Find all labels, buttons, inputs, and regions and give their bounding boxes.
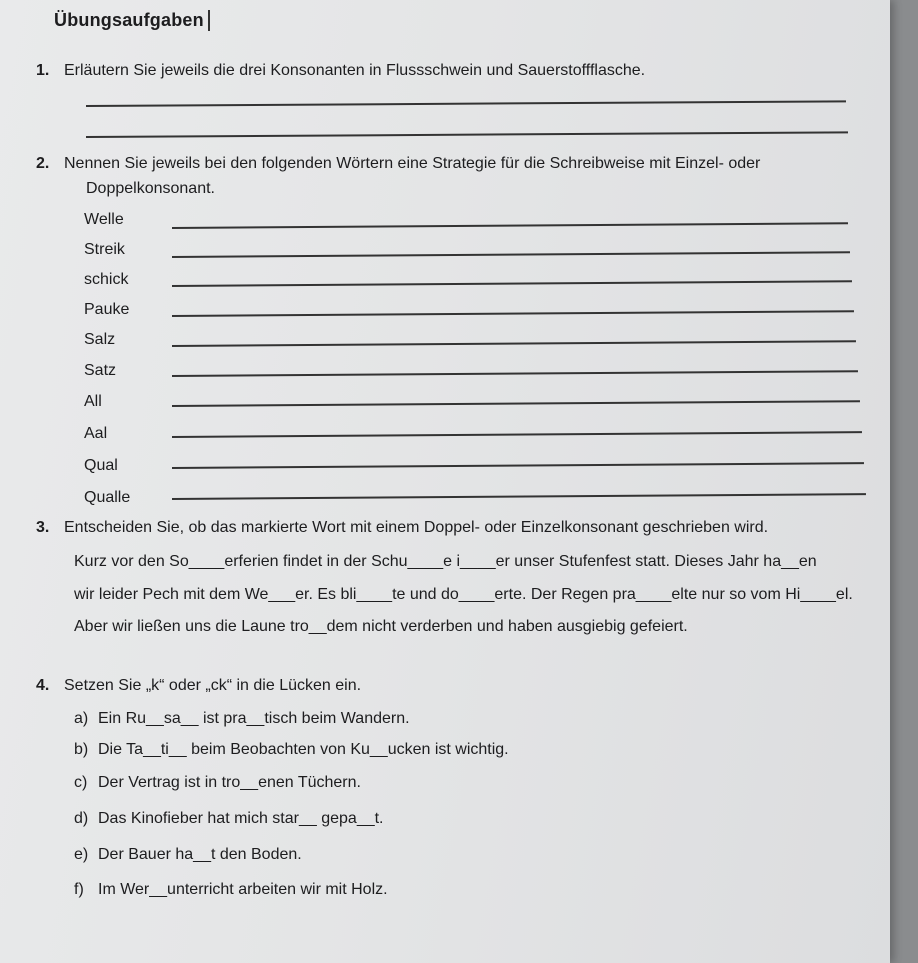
- question-1: [36, 62, 645, 80]
- word-qualle: Qualle: [84, 489, 131, 506]
- exercise-item-a: [74, 710, 410, 728]
- page-title: Übungsaufgaben: [54, 10, 210, 31]
- word-streik: Streik: [84, 241, 125, 258]
- exercise-item-d: [74, 810, 384, 828]
- word-satz: Satz: [84, 362, 117, 379]
- answer-line[interactable]: [172, 310, 854, 316]
- answer-line[interactable]: [86, 100, 846, 106]
- question-3-number: 3.: [36, 519, 50, 536]
- item-text: Der Vertrag ist in tro__enen Tüchern.: [98, 774, 361, 791]
- cloze-line: wir leider Pech mit dem We___er. Es bli____te und do____erte. Der Regen pra____elte nur so vom Hi____el.: [74, 586, 853, 603]
- question-1-text: Erläutern Sie jeweils die drei Konsonanten in Flussschwein und Sauerstoffflasche.: [64, 62, 646, 79]
- answer-line[interactable]: [172, 280, 852, 286]
- answer-line[interactable]: [172, 400, 860, 406]
- answer-line[interactable]: [172, 340, 856, 346]
- question-3: [36, 519, 768, 537]
- word-all: All: [84, 393, 102, 410]
- question-2: [36, 155, 760, 173]
- question-2-number: 2.: [36, 155, 50, 172]
- question-4-text: Setzen Sie „k“ oder „ck“ in die Lücken ein.: [64, 677, 362, 694]
- item-label: a): [74, 710, 89, 727]
- question-2-text-cont: Doppelkonsonant.: [86, 180, 215, 197]
- question-2-text: Nennen Sie jeweils bei den folgenden Wörtern eine Strategie für die Schreibweise mit Einzel- oder: [64, 155, 761, 172]
- item-text: Der Bauer ha__t den Boden.: [98, 846, 302, 863]
- word-aal: Aal: [84, 425, 108, 442]
- item-label: b): [74, 741, 89, 758]
- item-label: c): [74, 774, 88, 791]
- cloze-line: Aber wir ließen uns die Laune tro__dem nicht verderben und haben ausgiebig gefeiert.: [74, 618, 688, 635]
- item-label: f): [74, 881, 84, 898]
- question-4: [36, 677, 361, 695]
- item-text: Ein Ru__sa__ ist pra__tisch beim Wandern.: [98, 710, 410, 727]
- word-pauke: Pauke: [84, 301, 130, 318]
- exercise-item-e: [74, 846, 302, 864]
- word-qual: Qual: [84, 457, 118, 474]
- item-text: Das Kinofieber hat mich star__ gepa__t.: [98, 810, 384, 827]
- item-text: Im Wer__unterricht arbeiten wir mit Holz.: [98, 881, 388, 898]
- item-label: d): [74, 810, 89, 827]
- question-1-number: 1.: [36, 62, 50, 79]
- exercise-item-f: [74, 881, 388, 899]
- item-text: Die Ta__ti__ beim Beobachten von Ku__ucken ist wichtig.: [98, 741, 509, 758]
- item-label: e): [74, 846, 89, 863]
- word-schick: schick: [84, 271, 129, 288]
- answer-line[interactable]: [172, 493, 866, 499]
- answer-line[interactable]: [86, 131, 848, 137]
- answer-line[interactable]: [172, 462, 864, 468]
- question-3-text: Entscheiden Sie, ob das markierte Wort mit einem Doppel- oder Einzelkonsonant geschrieben wird.: [64, 519, 769, 536]
- answer-line[interactable]: [172, 370, 858, 376]
- answer-line[interactable]: [172, 251, 850, 257]
- answer-line[interactable]: [172, 222, 848, 228]
- word-salz: Salz: [84, 331, 116, 348]
- cloze-line: Kurz vor den So____erferien findet in der Schu____e i____er unser Stufenfest statt. Dieses Jahr ha__en: [74, 553, 817, 570]
- word-welle: Welle: [84, 211, 124, 228]
- answer-line[interactable]: [172, 431, 862, 437]
- question-4-number: 4.: [36, 677, 50, 694]
- exercise-item-c: [74, 774, 361, 792]
- exercise-item-b: [74, 741, 509, 759]
